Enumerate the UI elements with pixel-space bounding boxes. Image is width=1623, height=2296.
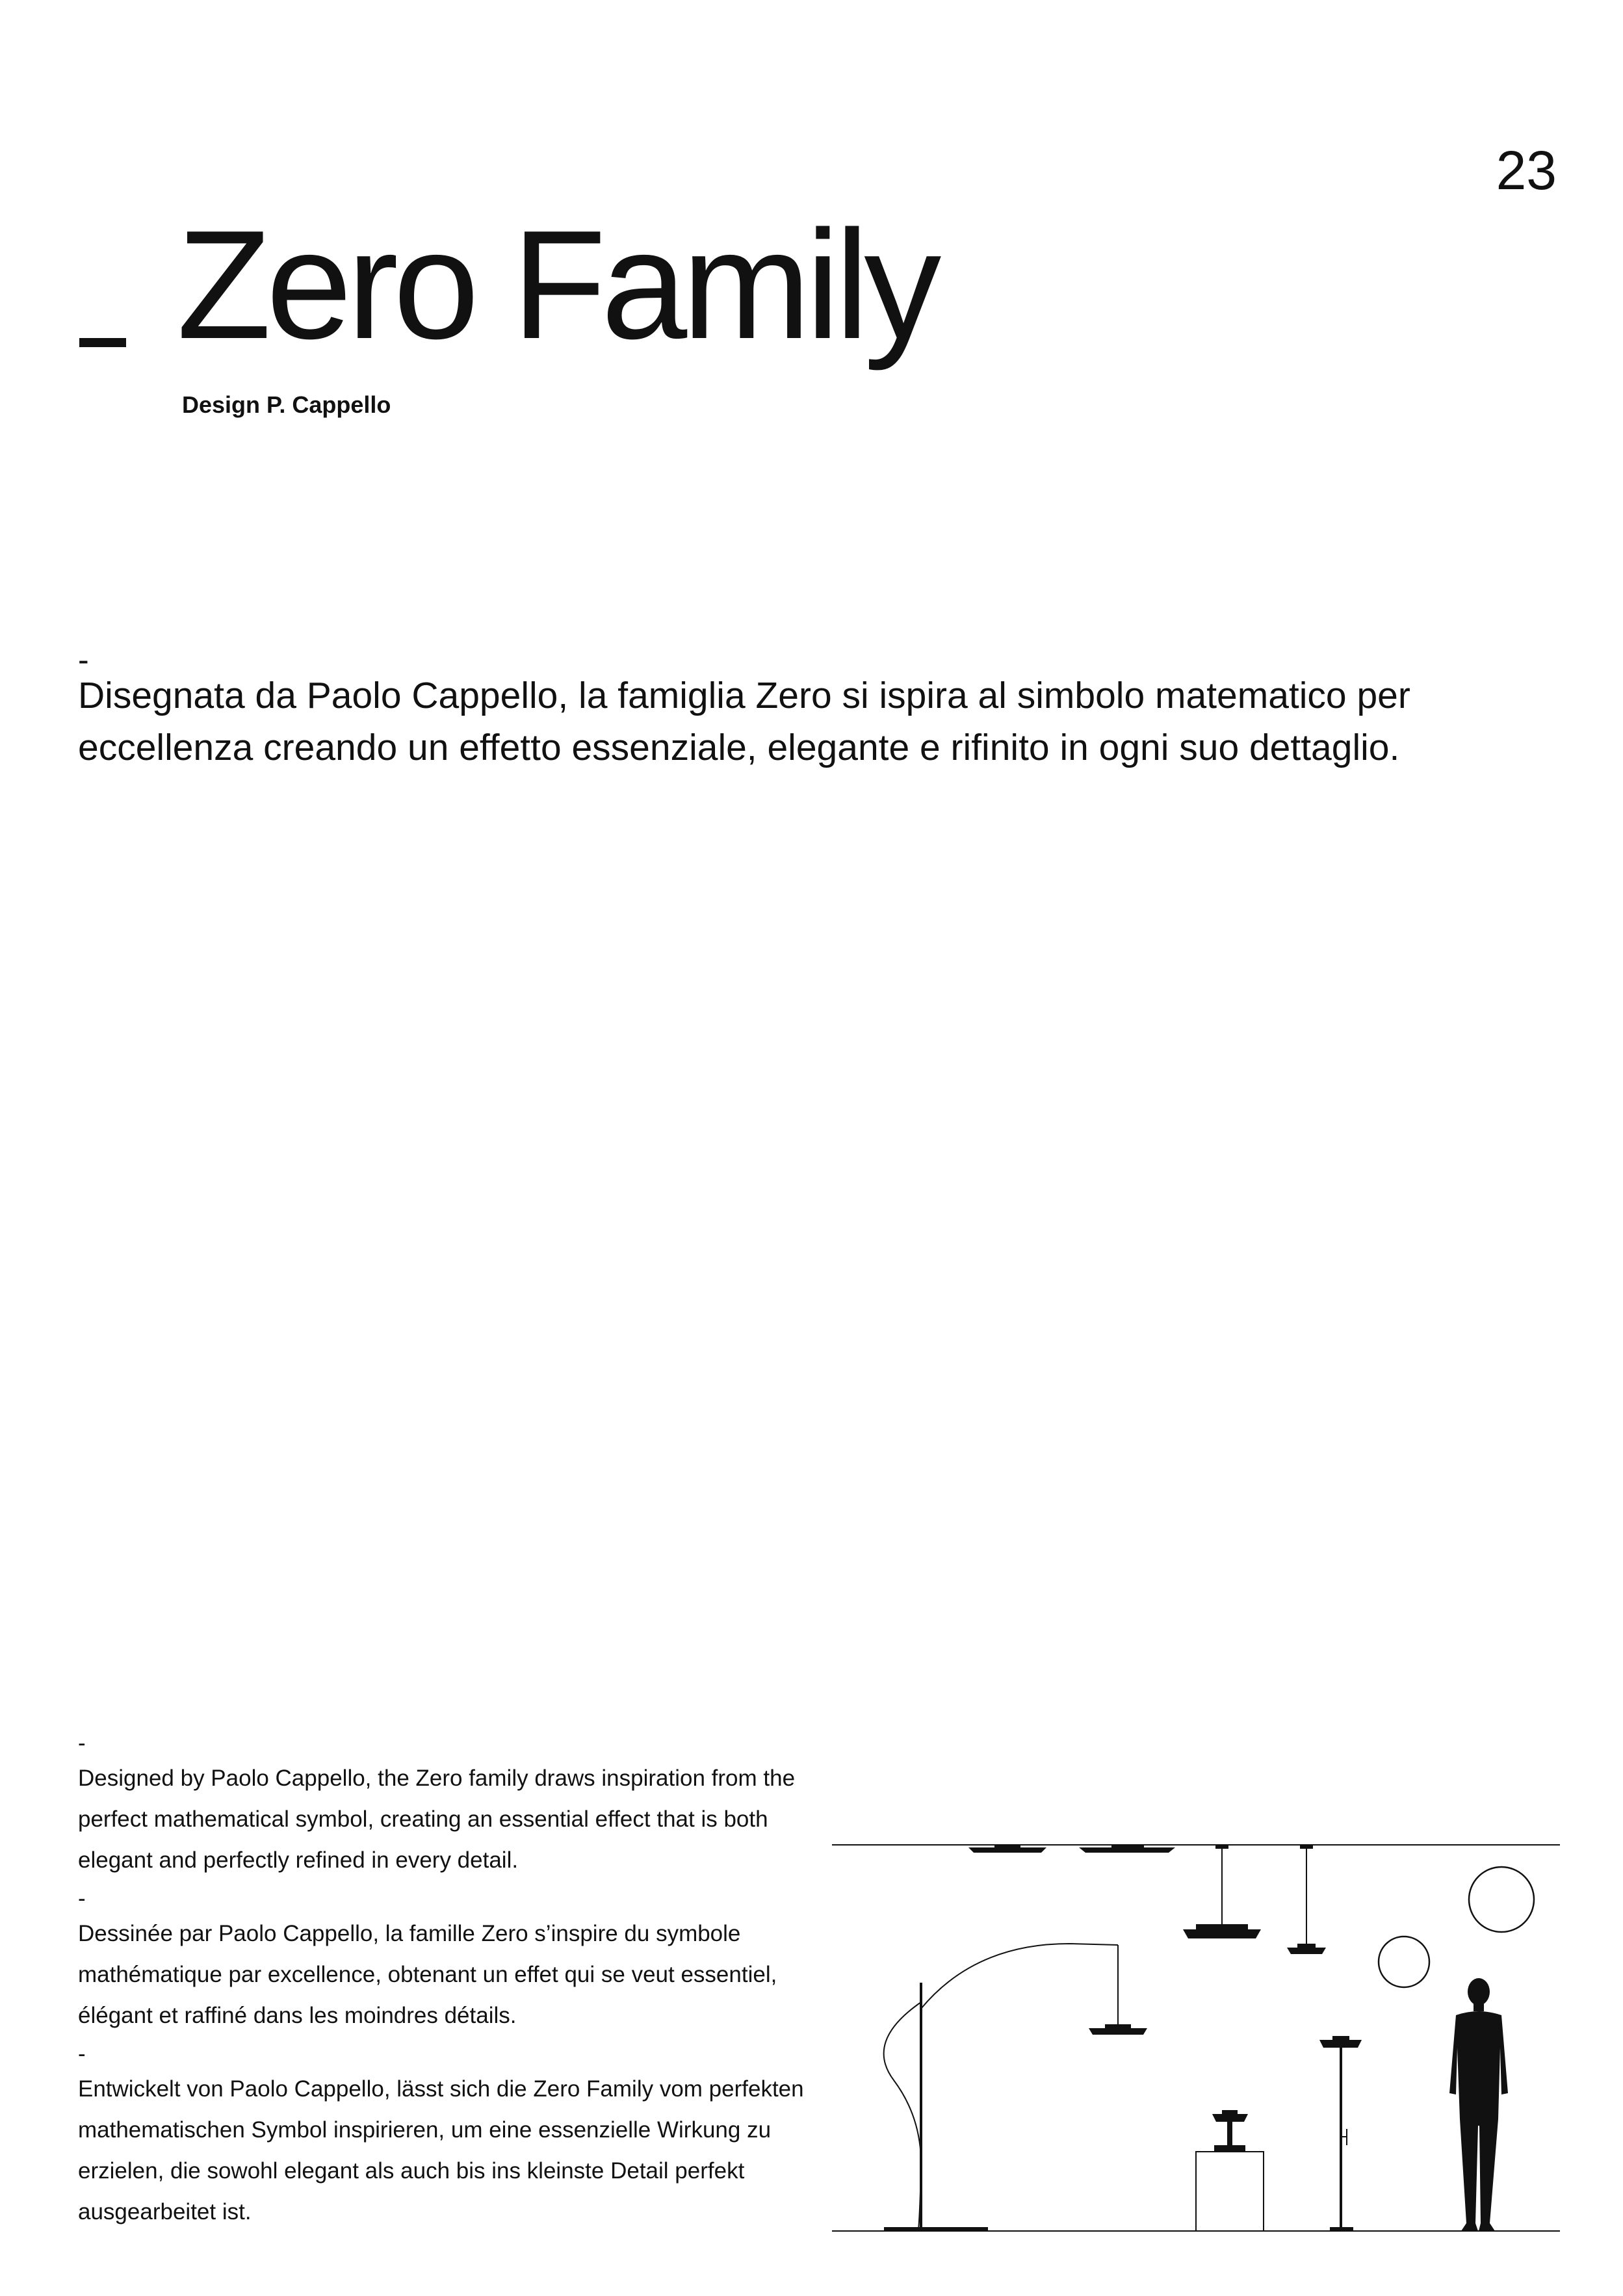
pedestal xyxy=(1196,2152,1264,2231)
designer-credit: Design P. Cappello xyxy=(182,391,391,418)
arc-lamp-cable xyxy=(884,2002,922,2230)
ceiling-lamp-large-mount xyxy=(1111,1845,1144,1848)
translations xyxy=(78,1729,819,2236)
wall-lamp-small xyxy=(1379,1937,1429,1987)
ceiling-lamp-small xyxy=(968,1847,1046,1853)
translation-fr: Dessinée par Paolo Cappello, la famille Zero s’inspire du symbole mathématique par excellence, obtenant un effet qui se veut essentiel, élégant et raffiné dans les moindres détails. xyxy=(78,1921,777,2028)
pendant-small-mount xyxy=(1300,1845,1313,1849)
pendant-small-body xyxy=(1297,1944,1316,1948)
wall-lamp-large xyxy=(1469,1867,1534,1932)
lead-dash: - xyxy=(78,642,89,678)
translation-de: Entwickelt von Paolo Cappello, lässt sich die Zero Family vom perfekten mathematischen Symbol inspirieren, um eine essenzielle Wirkung zu erzielen, die sowohl elegant als auch bis ins kleinste Detail perfekt ausgearbeitet ist. xyxy=(78,2076,804,2224)
table-lamp-body xyxy=(1222,2110,1238,2115)
arc-lamp-body xyxy=(1105,2024,1131,2029)
table-lamp-base xyxy=(1214,2145,1245,2152)
pendant-small-shade xyxy=(1287,1948,1326,1954)
arc-lamp-shade xyxy=(1089,2028,1147,2035)
translation-en-dash: - xyxy=(78,1730,86,1756)
floor-lamp-shade xyxy=(1319,2040,1362,2048)
page-number: 23 xyxy=(1496,140,1557,201)
product-family-illustration xyxy=(832,1833,1560,2249)
ceiling-lamp-small-mount xyxy=(994,1845,1020,1848)
arc-lamp-base xyxy=(884,2227,988,2230)
person-silhouette xyxy=(1449,1978,1508,2231)
ceiling-lamp-large xyxy=(1079,1847,1175,1853)
floor-lamp-body xyxy=(1332,2036,1349,2041)
pendant-large-body xyxy=(1196,1924,1248,1930)
table-lamp-stem xyxy=(1227,2122,1232,2145)
pendant-large-mount xyxy=(1215,1845,1228,1849)
pendant-large-shade xyxy=(1183,1929,1261,1938)
table-lamp-shade xyxy=(1212,2114,1248,2122)
translation-de-dash: - xyxy=(78,2041,86,2067)
lead-paragraph: Disegnata da Paolo Cappello, la famiglia Zero si ispira al simbolo matematico per eccellenza creando un effetto essenziale, elegante e rifinito in ogni suo dettaglio. xyxy=(78,675,1410,768)
title-dash xyxy=(79,338,126,347)
translation-en: Designed by Paolo Cappello, the Zero family draws inspiration from the perfect mathematical symbol, creating an essential effect that is both elegant and perfectly refined in every detail. xyxy=(78,1766,796,1873)
translation-fr-dash: - xyxy=(78,1886,86,1911)
page-title: Zero Family xyxy=(177,199,937,371)
arc-lamp-arm xyxy=(921,1944,1118,2009)
floor-lamp-base xyxy=(1330,2227,1353,2231)
